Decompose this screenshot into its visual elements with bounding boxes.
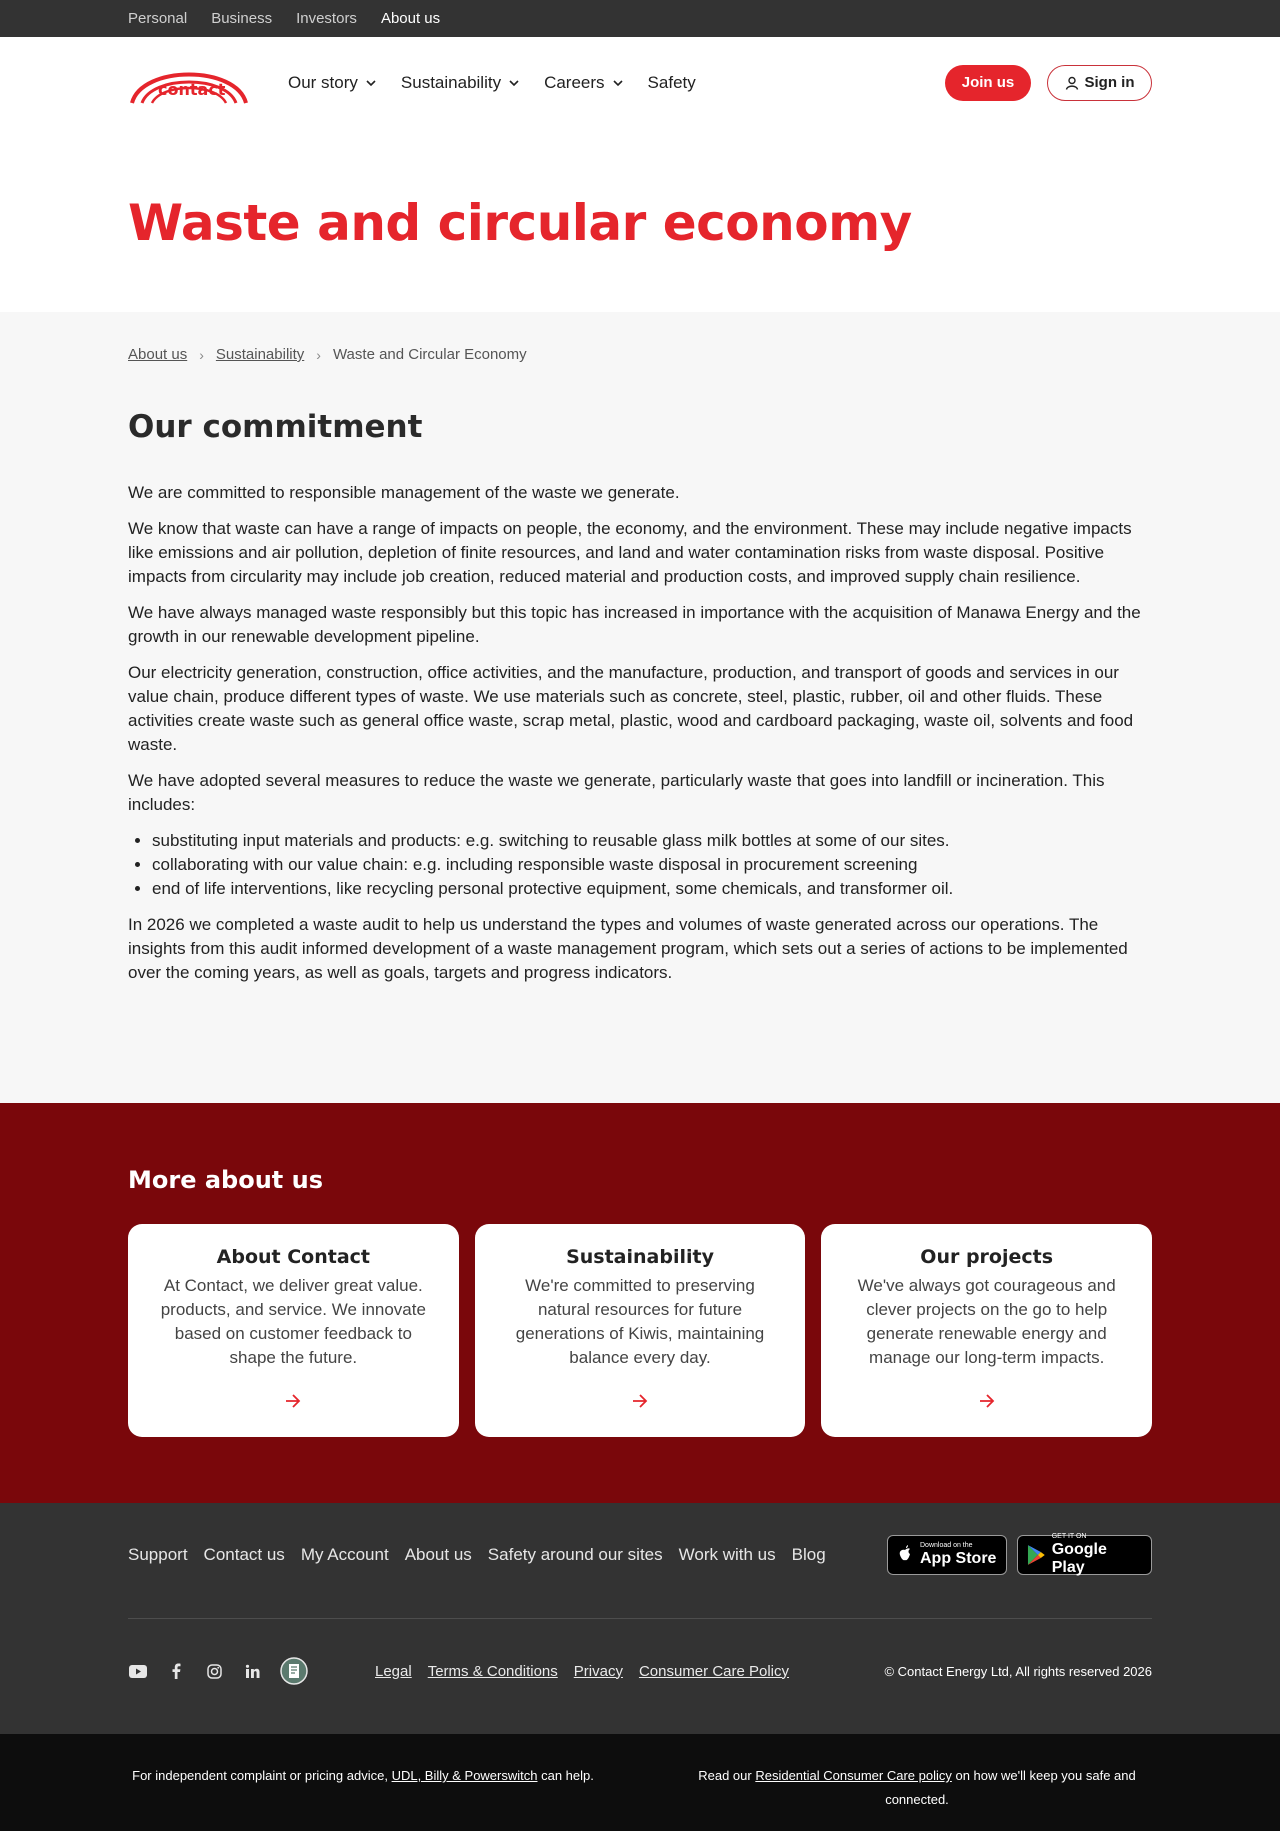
breadcrumb-link-about-us[interactable]: About us — [128, 346, 188, 363]
topbar-link-about-us[interactable]: About us — [380, 10, 441, 27]
more-about-us-heading: More about us — [128, 1166, 323, 1194]
instagram-icon[interactable] — [204, 1661, 224, 1681]
section-heading: Our commitment — [128, 409, 423, 445]
card-title: Our projects — [920, 1246, 1054, 1268]
nav-item-label: Safety — [647, 72, 696, 92]
app-store-badges — [887, 1535, 1152, 1575]
legal-link[interactable]: Legal — [375, 1662, 412, 1680]
google-play-icon — [1026, 1544, 1046, 1566]
article-body — [128, 481, 1152, 985]
nav-item-sustainability[interactable] — [401, 73, 520, 93]
main-content — [0, 312, 1280, 1103]
consumer-care-suffix: on how we'll keep you safe and connected. — [885, 1768, 1136, 1807]
user-icon — [1065, 76, 1079, 90]
page-hero — [0, 128, 1280, 312]
paragraph: In 2026 we completed a waste audit to help us understand the types and volumes of waste generated across our operations. The insights from this audit informed development of a waste management program, which sets out a series of actions to be implemented over the coming years, as well as goals, targets and progress indicators. — [128, 915, 1128, 982]
consumer-care-text — [682, 1764, 1152, 1812]
apple-icon — [896, 1544, 914, 1566]
contact-logo[interactable] — [128, 59, 250, 107]
facebook-icon[interactable] — [166, 1661, 186, 1681]
chevron-down-icon — [612, 77, 624, 89]
nav-item-our-story[interactable] — [288, 73, 377, 93]
card-text: We've always got courageous and clever projects on the go to help generate renewable energy and manage our long-term impacts. — [857, 1276, 1116, 1367]
paragraph: We have always managed waste responsibly but this topic has increased in importance with the acquisition of Manawa Energy and the growth in our renewable development pipeline. — [128, 603, 1141, 646]
terms-link[interactable]: Terms & Conditions — [427, 1662, 558, 1680]
list-item: • collaborating with our value chain: e.g. including responsible waste disposal in procurement screening — [152, 853, 1152, 877]
card-list — [128, 1224, 1152, 1437]
arrow-right-icon[interactable] — [630, 1391, 650, 1411]
main-nav — [288, 73, 696, 93]
footer-link-blog[interactable]: Blog — [791, 1545, 826, 1564]
linkedin-icon[interactable] — [242, 1661, 262, 1681]
chevron-down-icon — [508, 77, 520, 89]
badge-small-text: Download on the — [920, 1542, 973, 1549]
top-audience-bar — [0, 0, 1280, 37]
page-title: Waste and circular economy — [128, 194, 912, 252]
sub-footer — [0, 1734, 1280, 1831]
card-our-projects[interactable] — [821, 1224, 1152, 1437]
nav-item-safety[interactable] — [648, 73, 696, 93]
footer-link-my-account[interactable]: My Account — [300, 1545, 389, 1564]
footer-links — [128, 1503, 1152, 1575]
nav-item-careers[interactable] — [544, 73, 623, 93]
paragraph: We know that waste can have a range of impacts on people, the economy, and the environment. These may include negative impacts like emissions and air pollution, depletion of finite resources, and land and water contamination risks from waste disposal. Positive impacts from circularity may include job creation, reduced material and production costs, and improved supply chain resilience. — [128, 519, 1132, 586]
card-about-contact[interactable] — [128, 1224, 459, 1437]
sign-in-label: Sign in — [1084, 74, 1135, 91]
topbar-link-personal[interactable]: Personal — [128, 10, 188, 27]
breadcrumb-current: Waste and Circular Economy — [332, 346, 527, 363]
logo-wordmark: contact — [158, 79, 226, 99]
footer-link-contact-us[interactable]: Contact us — [203, 1545, 285, 1564]
footer-link-work-with-us[interactable]: Work with us — [678, 1545, 776, 1564]
card-text: We're committed to preserving natural resources for future generations of Kiwis, maintaining balance every day. — [515, 1276, 765, 1367]
badge-big-text: App Store — [920, 1550, 997, 1567]
nav-item-label: Our story — [288, 72, 358, 92]
footer-link-about-us[interactable]: About us — [404, 1545, 472, 1564]
privacy-link[interactable]: Privacy — [573, 1662, 623, 1680]
card-title: Sustainability — [566, 1246, 714, 1268]
certification-seal-icon[interactable] — [280, 1657, 308, 1685]
header-actions — [945, 65, 1152, 101]
chevron-down-icon — [365, 77, 377, 89]
breadcrumb-separator: › — [316, 346, 321, 363]
arrow-right-icon[interactable] — [977, 1391, 997, 1411]
breadcrumb-separator: › — [199, 346, 204, 363]
google-play-badge[interactable] — [1017, 1535, 1152, 1575]
badge-big-text: Google Play — [1051, 1541, 1107, 1576]
sign-in-button[interactable] — [1047, 65, 1152, 101]
measures-list — [152, 829, 1152, 901]
list-item: • end of life interventions, like recycling personal protective equipment, some chemicals, and transformer oil. — [152, 877, 1152, 901]
nav-item-label: Careers — [544, 72, 605, 92]
join-us-button[interactable]: Join us — [945, 65, 1031, 101]
footer-link-support[interactable]: Support — [128, 1545, 188, 1564]
nav-item-label: Sustainability — [400, 72, 502, 92]
breadcrumb-link-sustainability[interactable]: Sustainability — [215, 346, 305, 363]
legal-links — [375, 1663, 789, 1680]
topbar-link-business[interactable]: Business — [211, 10, 273, 27]
paragraph: Our electricity generation, construction, office activities, and the manufacture, production, and transport of goods and services in our value chain, produce different types of waste. We use materials such as concrete, steel, plastic, rubber, oil and other fluids. These activities create waste such as general office waste, scrap metal, plastic, wood and cardboard packaging, waste oil, solvents and food waste. — [128, 663, 1134, 754]
card-title: About Contact — [216, 1246, 371, 1268]
complaint-advice-prefix: For independent complaint or pricing advice, — [132, 1768, 392, 1783]
more-about-us-section — [0, 1103, 1280, 1503]
complaint-advice-suffix: can help. — [537, 1768, 594, 1783]
arrow-right-icon[interactable] — [283, 1391, 303, 1411]
udl-billy-powerswitch-link[interactable]: UDL, Billy & Powerswitch — [391, 1768, 538, 1783]
card-text: At Contact, we deliver great value. products, and service. We innovate based on customer feedback to shape the future. — [160, 1276, 426, 1367]
list-item: • substituting input materials and products: e.g. switching to reusable glass milk bottles at some of our sites. — [152, 829, 1152, 853]
copyright-text: © Contact Energy Ltd, All rights reserved 2026 — [884, 1663, 1152, 1679]
complaint-advice-text — [128, 1764, 598, 1812]
consumer-care-policy-link[interactable]: Consumer Care Policy — [638, 1662, 790, 1680]
paragraph: We have adopted several measures to reduce the waste we generate, particularly waste that goes into landfill or incineration. This includes: — [128, 771, 1105, 814]
site-footer — [0, 1503, 1280, 1734]
topbar-link-investors[interactable]: Investors — [296, 10, 357, 27]
residential-consumer-care-link[interactable]: Residential Consumer Care policy — [755, 1768, 952, 1783]
paragraph: We are committed to responsible management of the waste we generate. — [128, 483, 680, 502]
badge-small-text: GET IT ON — [1051, 1533, 1087, 1540]
footer-link-safety[interactable]: Safety around our sites — [487, 1545, 663, 1564]
social-links — [128, 1657, 375, 1685]
site-header — [0, 37, 1280, 128]
breadcrumb — [128, 312, 1152, 363]
youtube-icon[interactable] — [128, 1661, 148, 1681]
footer-divider — [128, 1618, 1152, 1619]
consumer-care-prefix: Read our — [698, 1768, 756, 1783]
footer-bottom — [128, 1657, 1152, 1685]
app-store-badge[interactable] — [887, 1535, 1007, 1575]
card-sustainability[interactable] — [475, 1224, 806, 1437]
